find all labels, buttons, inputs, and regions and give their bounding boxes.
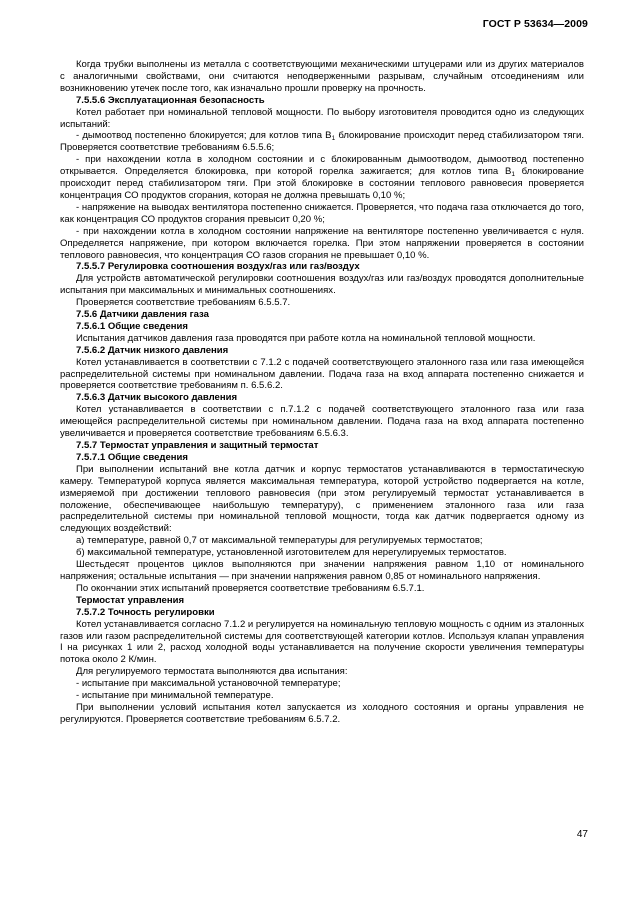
section-heading: 7.5.7 Термостат управления и защитный термостат	[76, 440, 319, 451]
list-item: а) температуре, равной 0,7 от максимальной температуры для регулируемых термостатов;	[76, 535, 483, 547]
list-item: б) максимальной температуре, установленной изготовителем для нерегулируемых термостатов.	[76, 547, 507, 559]
list-item: - напряжение на выводах вентилятора постепенно снижается. Проверяется, что подача газа отключается до того, как концентрация СО продуктов сгорания превысит 0,20 %;	[60, 201, 584, 225]
section-heading: 7.5.6.1 Общие сведения	[76, 320, 188, 332]
paragraph: Котел устанавливается в соответствии с 7.1.2 с подачей соответствующего эталонного газа или газа имеющейся распределительной системы при номинальном давлении. Подача газа на вход аппарата постепенно снижается и проверяется соответствие требованиям п. 6.5.6.2.	[60, 356, 584, 392]
list-item: - испытание при минимальной температуре.	[76, 690, 274, 702]
page-body	[60, 59, 584, 726]
section-heading: 7.5.7.1 Общие сведения	[76, 451, 188, 463]
text-run: блокирование происходит перед стабилизатором тяги. Проверяется соответствие требованиям 6.5.5.6;	[60, 130, 584, 154]
list-item: - испытание при максимальной установочной температуре;	[76, 678, 341, 690]
paragraph: Когда трубки выполнены из металла с соответствующими механическими штуцерами или из других материалов с аналогичными свойствами, они считаются неподверженными разрывам, случайным отсоединениям или возникновению утечек после того, как изначально прошли проверку на прочность.	[60, 59, 584, 94]
section-heading: 7.5.6.2 Датчик низкого давления	[76, 344, 229, 356]
paragraph: Для устройств автоматической регулировки соотношения воздух/газ или газ/воздух проводятся дополнительные испытания при максимальных и минимальных соотношениях.	[60, 273, 584, 297]
paragraph: Котел работает при номинальной тепловой мощности. По выбору изготовителя проводится одно из следующих испытаний:	[60, 106, 584, 130]
section-heading: 7.5.6 Датчики давления газа	[76, 309, 209, 321]
paragraph: По окончании этих испытаний проверяется соответствие требованиям 6.5.7.1.	[76, 582, 425, 594]
subscript: 1	[331, 135, 336, 143]
text-run: - при нахождении котла в холодном состоянии и с блокированным дымоотводом, дымоотвод постепенно открывается. Определяется блокировка, при которой горелка зажигается; для котлов типа B	[60, 154, 584, 178]
paragraph: При выполнении испытаний вне котла датчик и корпус термостатов устанавливаются в термостатическую камеру. Температурой корпуса является максимальная температура, которой устройство подвергается на котле, измеряемой при достижении теплового равновесия (при этом регулируемый термостат устанавливается в положение, обеспечивающее наибольшую температуру), с применением эталонного газа или газа распределительной системы при номинальной тепловой мощности, тогда как датчик подвергается одному из следующих воздействий:	[60, 463, 584, 535]
text-run: блокирование происходит перед стабилизатором тяги. При этой блокировке в состоянии теплового равновесия проверяется концентрация СО продуктов сгорания, которая не должна превышать 0,10 %;	[60, 166, 584, 201]
paragraph: Котел устанавливается согласно 7.1.2 и регулируется на номинальную тепловую мощность с одним из эталонных газов или газом распределительной системы для соответствующей категории котлов. Используя клапан управления I на рисунках 1 или 2, расход холодной воды устанавливается на получение скорости увеличения температуры потока около 2 К/мин.	[60, 618, 584, 666]
paragraph: При выполнении условий испытания котел запускается из холодного состояния и органы управления не регулируются. Проверяется соответствие требованиям 6.5.7.2.	[60, 701, 584, 725]
section-heading: Термостат управления	[76, 594, 185, 606]
paragraph: Для регулируемого термостата выполняются два испытания:	[76, 666, 348, 678]
section-heading: 7.5.5.7 Регулировка соотношения воздух/газ или газ/воздух	[76, 261, 360, 273]
section-heading: 7.5.5.6 Эксплуатационная безопасность	[76, 94, 265, 106]
list-item: - при нахождении котла в холодном состоянии напряжение на вентиляторе постепенно увеличивается с нуля. Определяется напряжение, при котором включается горелка. При этом напряжении проверяется в состоянии теплового равновесия, что концентрация СО газов сгорания не превышает 0,10 %.	[60, 225, 584, 261]
section-heading: 7.5.6.3 Датчик высокого давления	[76, 392, 238, 404]
list-item	[60, 130, 584, 154]
paragraph: Испытания датчиков давления газа проводятся при работе котла на номинальной тепловой мощности.	[76, 332, 536, 344]
list-item	[60, 154, 584, 202]
page-number: 47	[576, 829, 588, 840]
document-header: ГОСТ Р 53634—2009	[482, 18, 588, 30]
paragraph: Шестьдесят процентов циклов выполняются при значении напряжения равном 1,10 от номинального напряжения; остальные испытания — при значении напряжения равном 0,85 от номинального напряжения.	[60, 559, 584, 582]
subscript: 1	[511, 171, 515, 179]
section-heading: 7.5.7.2 Точность регулировки	[76, 606, 215, 618]
paragraph: Проверяется соответствие требованиям 6.5.5.7.	[76, 297, 291, 309]
text-run: - дымоотвод постепенно блокируется; для котлов типа B	[76, 130, 332, 142]
paragraph: Котел устанавливается в соответствии с п.7.1.2 с подачей соответствующего эталонного газа или газа имеющейся распределительной системы при номинальном давлении. Подача газа на вход аппарата постепенно увеличивается и проверяется соответствие требованиям 6.5.6.3.	[60, 404, 584, 440]
